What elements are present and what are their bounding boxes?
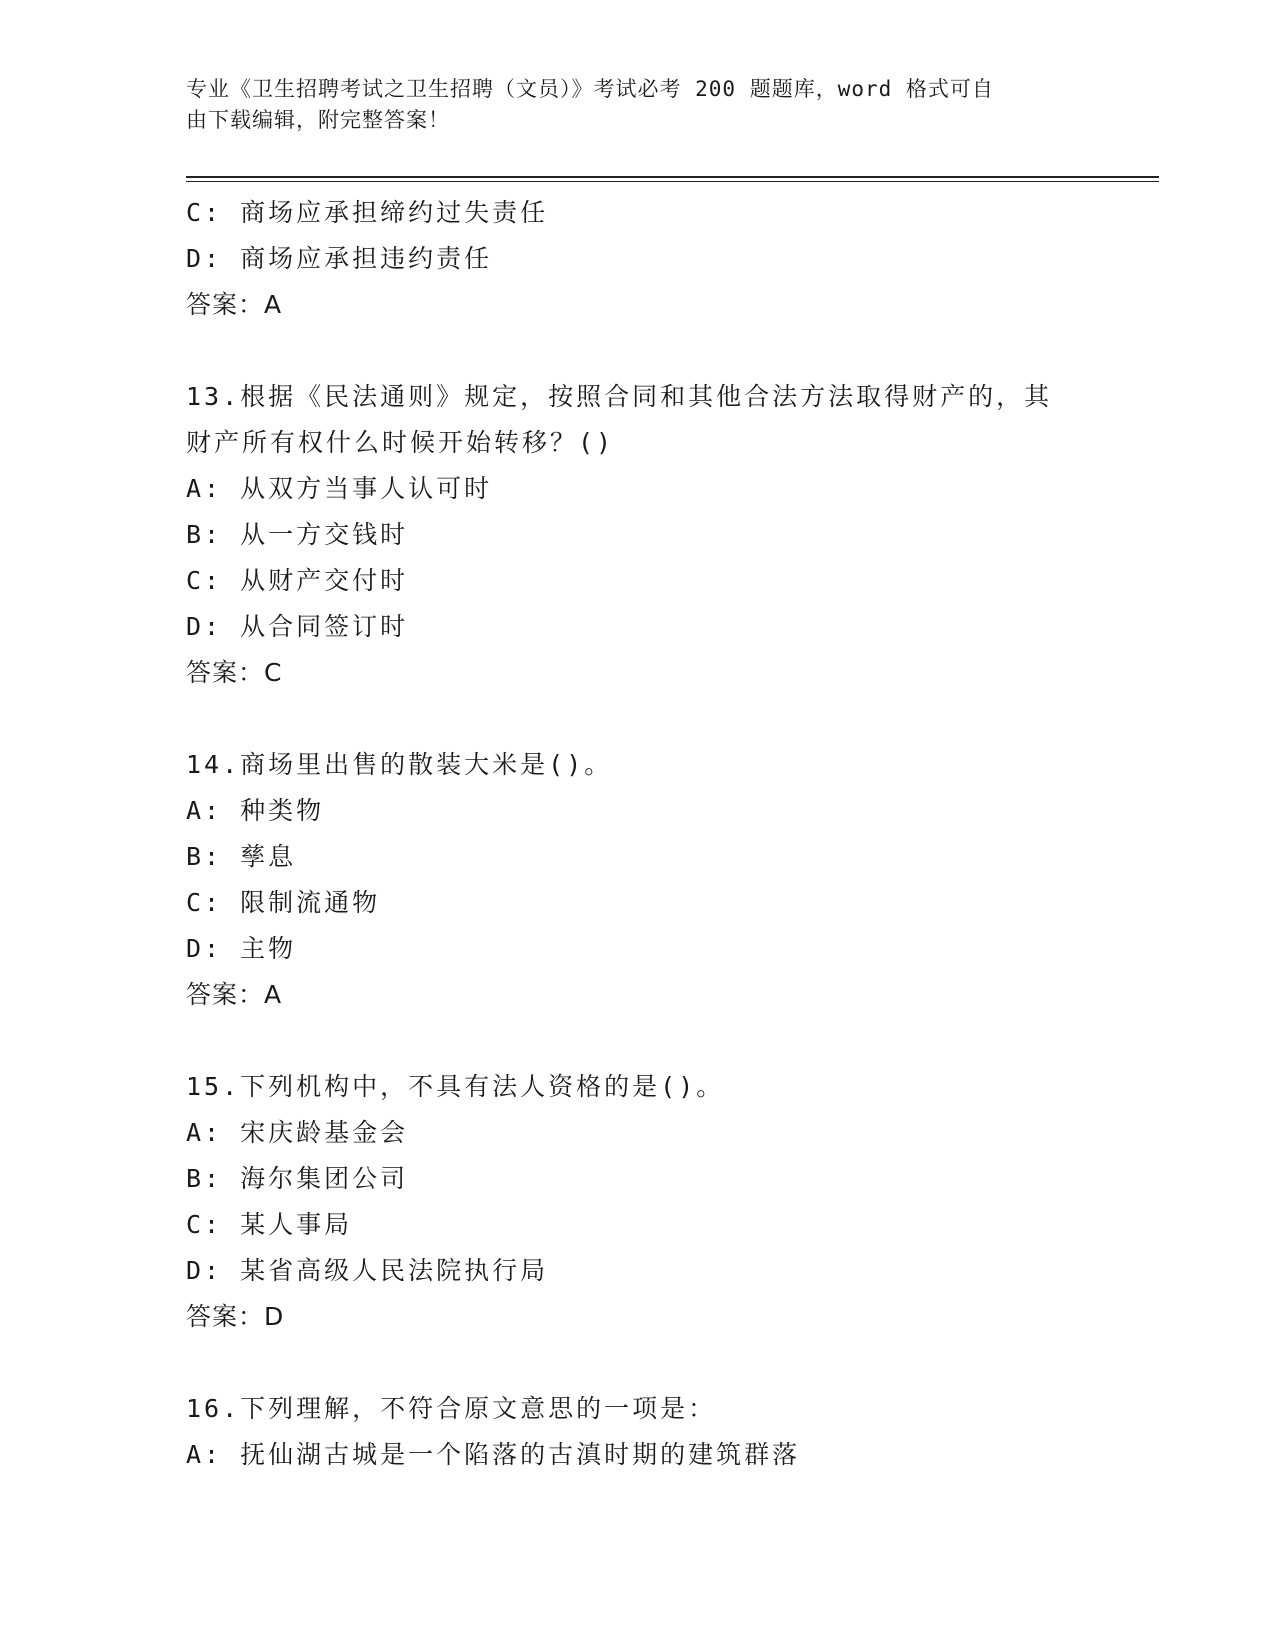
question-content	[186, 190, 1146, 1478]
option-line: A: 从双方当事人认可时	[186, 474, 493, 503]
header-divider-thin	[186, 181, 1159, 182]
option-line: D: 某省高级人民法院执行局	[186, 1256, 549, 1285]
spacer	[186, 1340, 1146, 1386]
option-line: B: 海尔集团公司	[186, 1164, 409, 1193]
continued-question	[186, 190, 1146, 328]
question-15	[186, 1064, 1146, 1340]
option-line: A: 宋庆龄基金会	[186, 1118, 409, 1147]
question-stem: 13.根据《民法通则》规定，按照合同和其他合法方法取得财产的，其	[186, 382, 1053, 411]
option-line: C: 限制流通物	[186, 888, 381, 917]
question-stem: 14.商场里出售的散装大米是()。	[186, 750, 613, 779]
option-line: D: 主物	[186, 934, 297, 963]
question-stem: 16.下列理解，不符合原文意思的一项是：	[186, 1394, 717, 1423]
header-line-2: 由下载编辑，附完整答案！	[186, 108, 450, 132]
option-line: D: 从合同签订时	[186, 612, 409, 641]
spacer	[186, 696, 1146, 742]
option-line: A: 抚仙湖古城是一个陷落的古滇时期的建筑群落	[186, 1440, 801, 1469]
option-line: C: 从财产交付时	[186, 566, 409, 595]
option-line: B: 孳息	[186, 842, 297, 871]
option-line: C: 商场应承担缔约过失责任	[186, 198, 549, 227]
answer-line: 答案：C	[186, 658, 283, 687]
option-line: D: 商场应承担违约责任	[186, 244, 493, 273]
option-line: B: 从一方交钱时	[186, 520, 409, 549]
spacer	[186, 328, 1146, 374]
spacer	[186, 1018, 1146, 1064]
answer-line: 答案：A	[186, 290, 283, 319]
question-13	[186, 374, 1146, 696]
answer-line: 答案：A	[186, 980, 283, 1009]
option-line: C: 某人事局	[186, 1210, 353, 1239]
question-16	[186, 1386, 1146, 1478]
question-14	[186, 742, 1146, 1018]
document-header	[186, 74, 1086, 136]
option-line: A: 种类物	[186, 796, 325, 825]
header-line-1: 专业《卫生招聘考试之卫生招聘（文员）》考试必考 200 题题库，word 格式可自	[186, 77, 994, 101]
question-stem: 15.下列机构中，不具有法人资格的是()。	[186, 1072, 725, 1101]
answer-line: 答案：D	[186, 1302, 285, 1331]
question-stem-continued: 财产所有权什么时候开始转移？()	[186, 428, 615, 457]
header-divider-thick	[186, 176, 1159, 178]
